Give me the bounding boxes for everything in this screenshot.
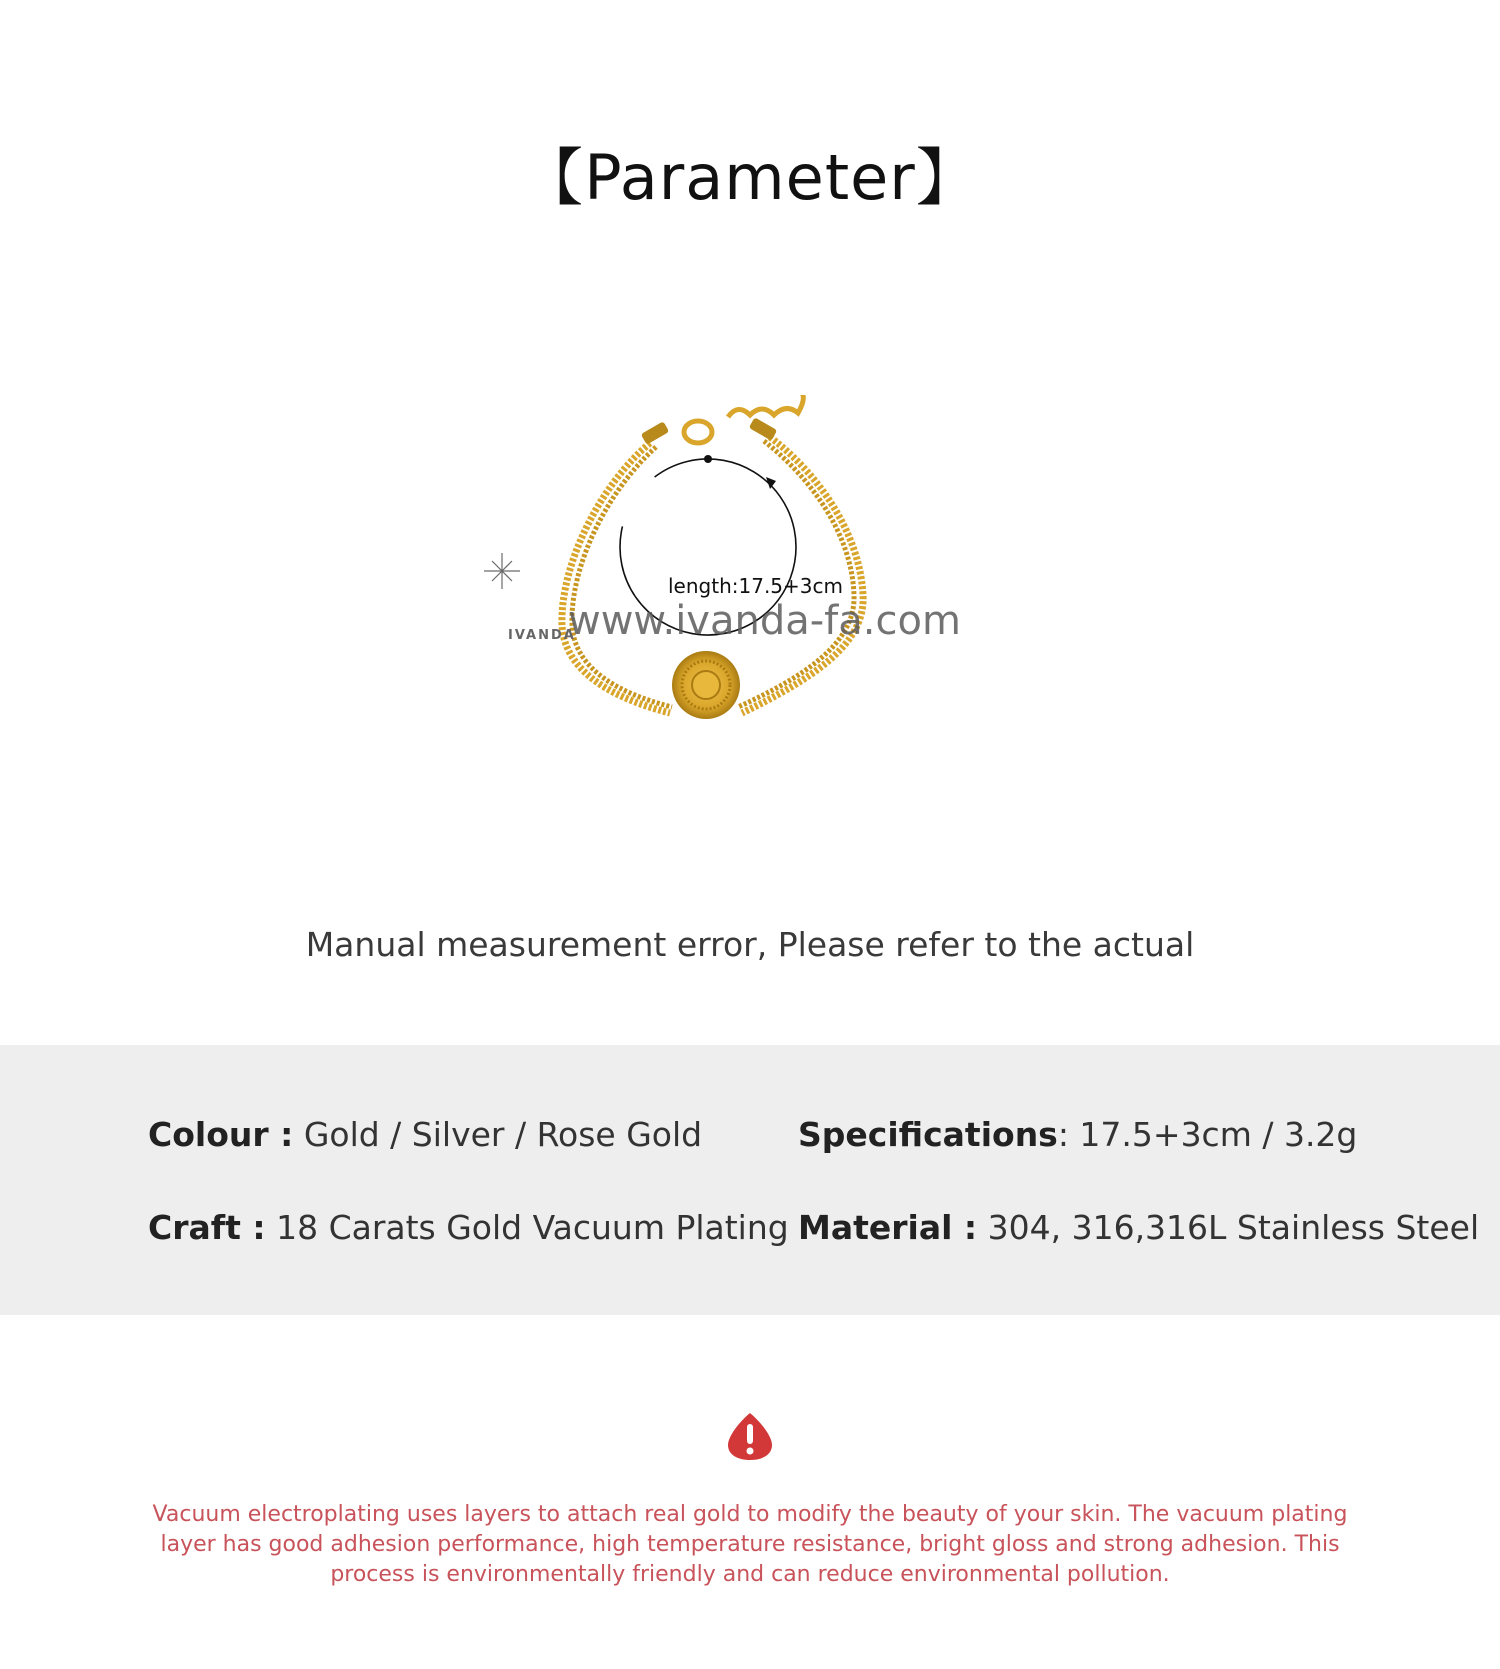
specs-panel [0,1045,1500,1315]
watermark-url: www.ivanda-fa.com [568,598,961,644]
star-logo-icon [484,553,520,589]
spec-specifications [798,1115,1357,1154]
spec-colour [148,1115,702,1154]
spec-material-value: 304, 316,316L Stainless Steel [977,1208,1480,1247]
spec-specifications-value: : 17.5+3cm / 3.2g [1057,1115,1358,1154]
spec-craft [148,1208,789,1247]
spec-material [798,1208,1479,1247]
length-label: length:17.5+3cm [668,574,843,598]
measurement-note: Manual measurement error, Please refer to the actual [305,925,1195,964]
page-title: 【Parameter】 [521,141,979,214]
spec-specifications-label: Specifications [798,1115,1058,1154]
spec-craft-label: Craft : [148,1208,266,1247]
plating-warning-text: Vacuum electroplating uses layers to attach real gold to modify the beauty of your skin. The vacuum plating layer has good adhesion performance, high temperature resistance, bright gloss and strong adhesion. This process is environmentally friendly and can reduce environmental pollution. [152,1502,1348,1587]
spec-colour-value: Gold / Silver / Rose Gold [293,1115,703,1154]
spec-material-label: Material : [798,1208,978,1247]
exclamation-icon [726,1411,774,1461]
spec-craft-value: 18 Carats Gold Vacuum Plating [265,1208,789,1247]
spec-colour-label: Colour : [148,1115,294,1154]
watermark-brand: IVANDA [508,628,576,643]
